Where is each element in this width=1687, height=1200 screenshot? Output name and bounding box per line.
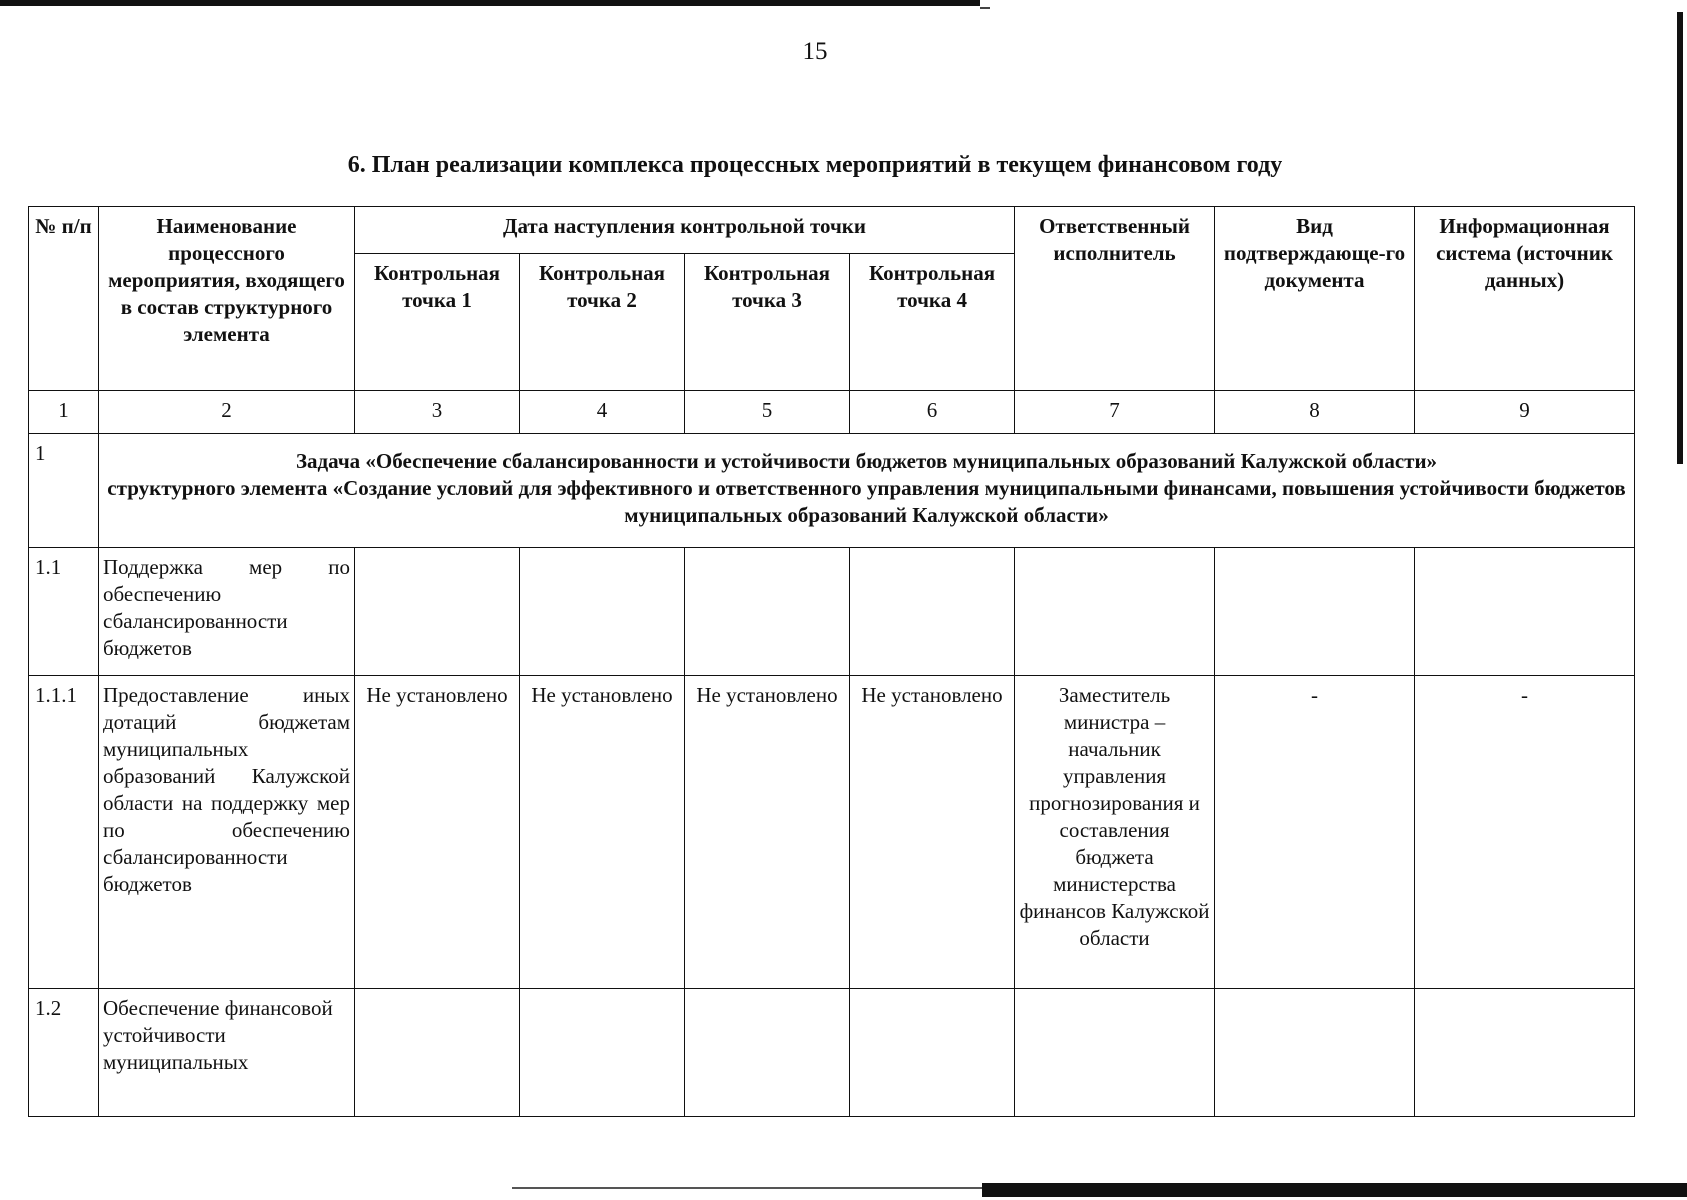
header-responsible: Ответственный исполнитель bbox=[1015, 207, 1215, 391]
plan-table bbox=[28, 206, 1635, 1117]
header-checkpoint-4: Контрольная точка 4 bbox=[850, 254, 1015, 391]
table-header-row bbox=[29, 207, 1635, 254]
column-number: 5 bbox=[685, 391, 850, 434]
header-number: № п/п bbox=[29, 207, 99, 391]
header-document-type: Вид подтверждающе-го документа bbox=[1215, 207, 1415, 391]
row-number: 1.1.1 bbox=[29, 676, 99, 989]
empty-cell bbox=[520, 989, 685, 1117]
empty-cell bbox=[1015, 548, 1215, 676]
column-number: 4 bbox=[520, 391, 685, 434]
table-row bbox=[29, 548, 1635, 676]
scan-edge-bottom-thin bbox=[512, 1187, 982, 1189]
header-info-system: Информационная система (источник данных) bbox=[1415, 207, 1635, 391]
task-structural-element: структурного элемента «Создание условий для эффективного и ответственного управления муниципальными финансами, повышения устойчивости бюджетов муниципальных образований Калужской области» bbox=[107, 476, 1626, 527]
empty-cell bbox=[1415, 989, 1635, 1117]
table-row bbox=[29, 676, 1635, 989]
header-checkpoint-2: Контрольная точка 2 bbox=[520, 254, 685, 391]
empty-cell bbox=[355, 989, 520, 1117]
scan-edge-bottom bbox=[982, 1183, 1687, 1197]
empty-cell bbox=[520, 548, 685, 676]
empty-cell bbox=[685, 989, 850, 1117]
column-number: 1 bbox=[29, 391, 99, 434]
info-system: - bbox=[1415, 676, 1635, 989]
column-number: 9 bbox=[1415, 391, 1635, 434]
empty-cell bbox=[1215, 989, 1415, 1117]
activity-name: Обеспечение финансовой устойчивости муниципальных bbox=[99, 989, 355, 1117]
empty-cell bbox=[685, 548, 850, 676]
empty-cell bbox=[355, 548, 520, 676]
table-row bbox=[29, 989, 1635, 1117]
empty-cell bbox=[850, 548, 1015, 676]
empty-cell bbox=[1415, 548, 1635, 676]
header-checkpoint-dates: Дата наступления контрольной точки bbox=[355, 207, 1015, 254]
page-title: 6. План реализации комплекса процессных мероприятий в текущем финансовом году bbox=[347, 152, 1283, 178]
column-number: 6 bbox=[850, 391, 1015, 434]
header-activity-name: Наименование процессного мероприятия, входящего в состав структурного элемента bbox=[99, 207, 355, 391]
empty-cell bbox=[1015, 989, 1215, 1117]
header-checkpoint-1: Контрольная точка 1 bbox=[355, 254, 520, 391]
scan-edge-right bbox=[1677, 12, 1683, 464]
checkpoint-3-date: Не установлено bbox=[685, 676, 850, 989]
responsible-executor: Заместитель министра – начальник управления прогнозирования и составления бюджета министерства финансов Калужской области bbox=[1015, 676, 1215, 989]
activity-name: Предоставление иных дотаций бюджетам муниципальных образований Калужской области на поддержку мер по обеспечению сбалансированности бюджетов bbox=[99, 676, 355, 989]
activity-name: Поддержка мер по обеспечению сбалансированности бюджетов bbox=[99, 548, 355, 676]
task-description bbox=[99, 434, 1635, 548]
row-number: 1.2 bbox=[29, 989, 99, 1117]
row-number: 1.1 bbox=[29, 548, 99, 676]
empty-cell bbox=[850, 989, 1015, 1117]
scan-edge-top-thin bbox=[980, 7, 990, 9]
task-row bbox=[29, 434, 1635, 548]
checkpoint-1-date: Не установлено bbox=[355, 676, 520, 989]
column-number: 2 bbox=[99, 391, 355, 434]
column-number: 7 bbox=[1015, 391, 1215, 434]
checkpoint-2-date: Не установлено bbox=[520, 676, 685, 989]
header-checkpoint-3: Контрольная точка 3 bbox=[685, 254, 850, 391]
row-number: 1 bbox=[29, 434, 99, 548]
empty-cell bbox=[1215, 548, 1415, 676]
task-title: Задача «Обеспечение сбалансированности и устойчивости бюджетов муниципальных образований Калужской области» bbox=[295, 449, 1438, 473]
column-number: 3 bbox=[355, 391, 520, 434]
scan-edge-top bbox=[0, 0, 980, 6]
page-number: 15 bbox=[802, 38, 828, 65]
checkpoint-4-date: Не установлено bbox=[850, 676, 1015, 989]
column-number: 8 bbox=[1215, 391, 1415, 434]
column-numbers-row bbox=[29, 391, 1635, 434]
document-type: - bbox=[1215, 676, 1415, 989]
